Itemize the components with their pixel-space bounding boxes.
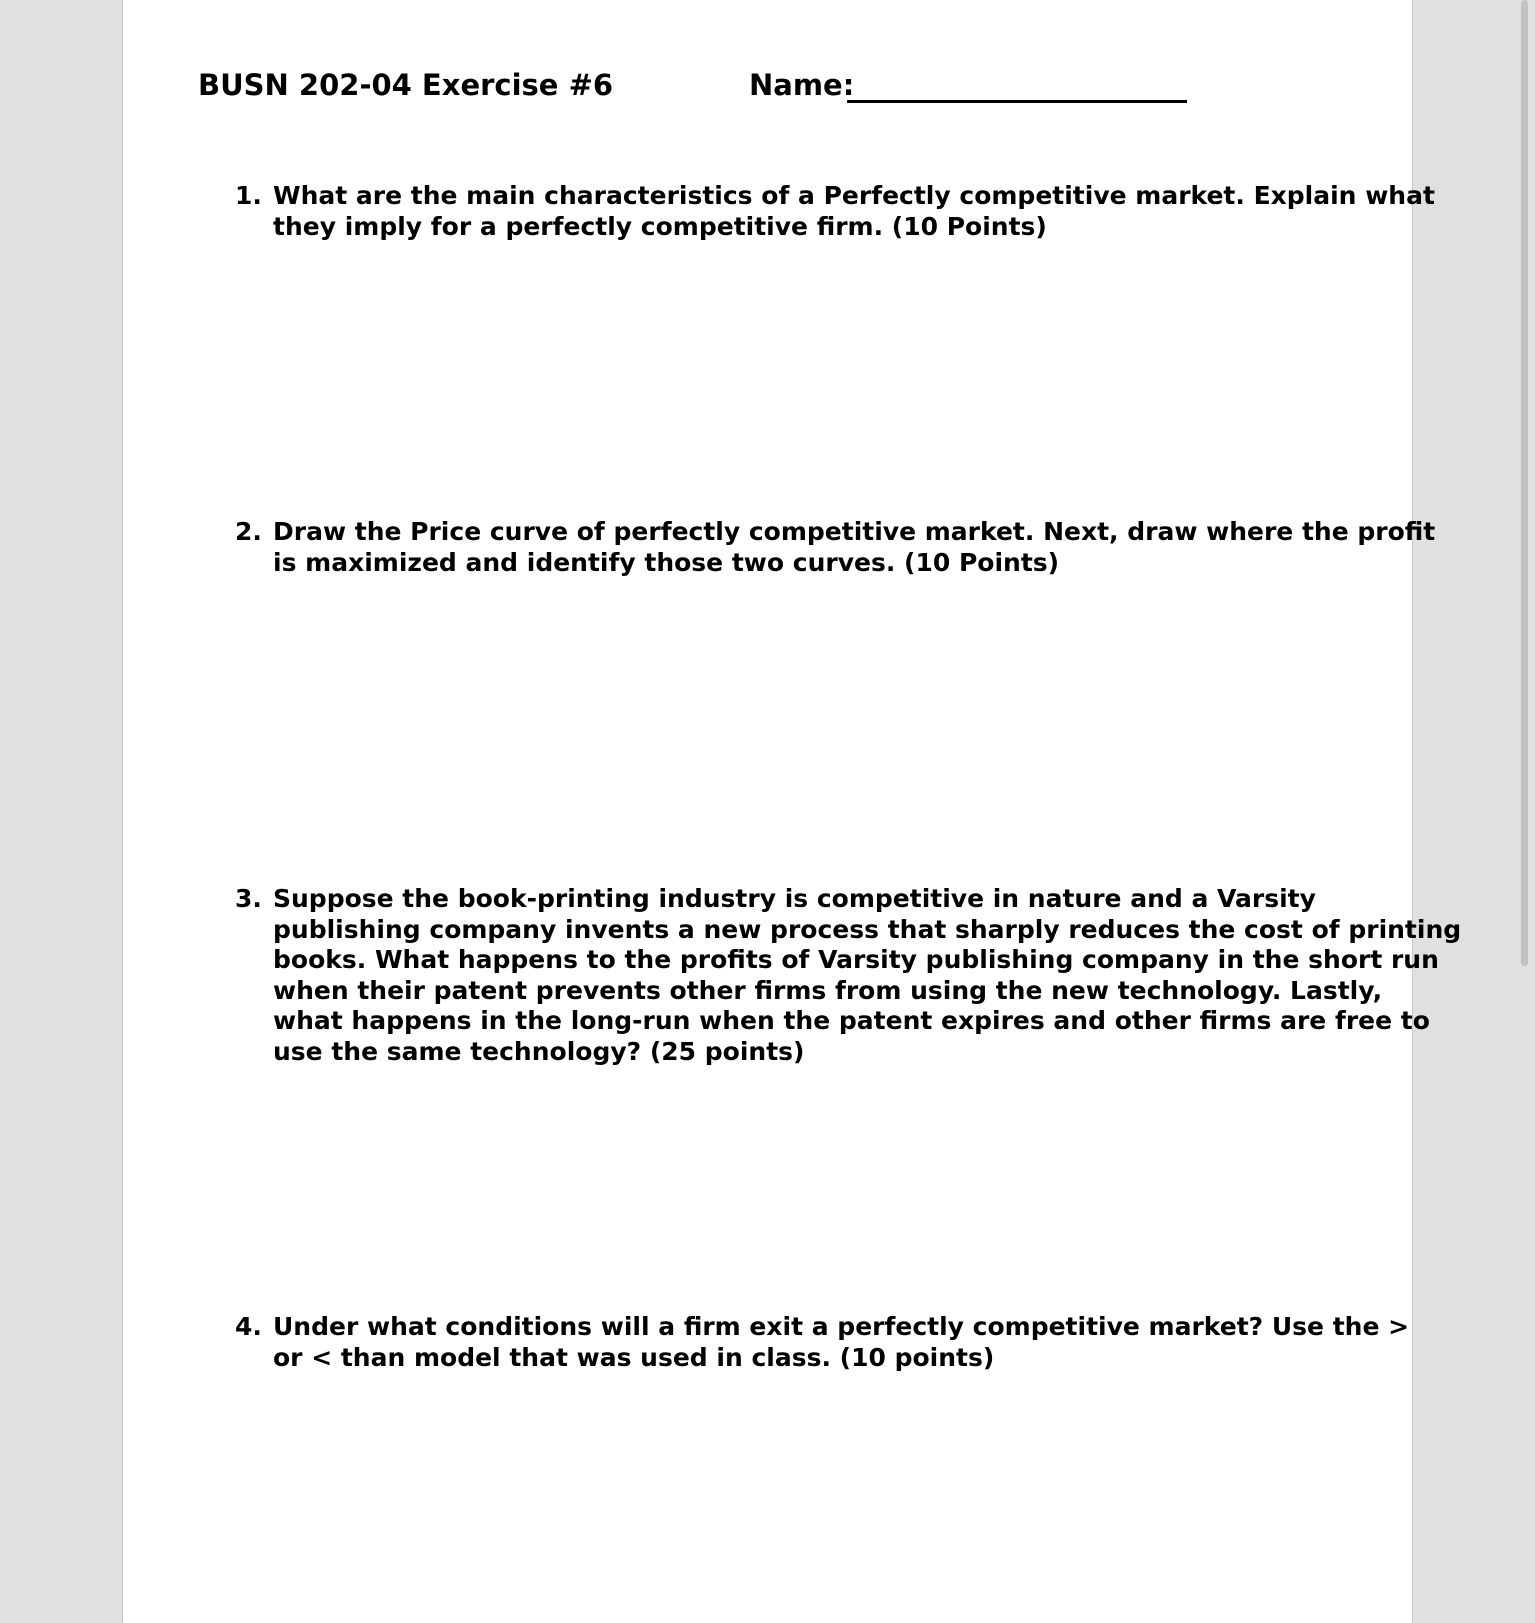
question-line: what happens in the long-run when the patent expires and other firms are free to: [273, 1006, 1430, 1035]
question-text: [273, 181, 1435, 242]
question-3: [235, 884, 1462, 1067]
question-number: 1.: [235, 181, 262, 210]
question-line: books. What happens to the profits of Varsity publishing company in the short run: [273, 945, 1439, 974]
question-1: [235, 181, 1435, 242]
question-line: What are the main characteristics of a Perfectly competitive market. Explain what: [273, 181, 1435, 210]
question-line: they imply for a perfectly competitive firm. (10 Points): [273, 211, 1047, 241]
question-text: [273, 517, 1436, 578]
name-label: Name:: [749, 68, 855, 102]
question-line: use the same technology? (25 points): [273, 1036, 805, 1066]
question-text: [273, 884, 1462, 1067]
question-line: Suppose the book-printing industry is competitive in nature and a Varsity: [273, 884, 1316, 913]
name-blank-line: [847, 100, 1187, 103]
exercise-title: BUSN 202-04 Exercise #6: [198, 68, 614, 102]
question-line: Under what conditions will a firm exit a perfectly competitive market? Use the >: [273, 1312, 1410, 1341]
question-number: 4.: [235, 1312, 262, 1341]
question-line: Draw the Price curve of perfectly competitive market. Next, draw where the profit: [273, 517, 1436, 546]
question-line: when their patent prevents other firms from using the new technology. Lastly,: [273, 975, 1383, 1005]
question-line: is maximized and identify those two curves. (10 Points): [273, 547, 1060, 577]
question-text: [273, 1312, 1410, 1373]
question-4: [235, 1312, 1410, 1373]
question-number: 3.: [235, 884, 262, 913]
question-line: or < than model that was used in class. (10 points): [273, 1342, 995, 1372]
question-line: publishing company invents a new process that sharply reduces the cost of printing: [273, 914, 1462, 944]
question-2: [235, 517, 1436, 578]
vertical-scrollbar[interactable]: [1521, 0, 1528, 966]
document-page: [123, 0, 1462, 1623]
question-number: 2.: [235, 517, 262, 546]
